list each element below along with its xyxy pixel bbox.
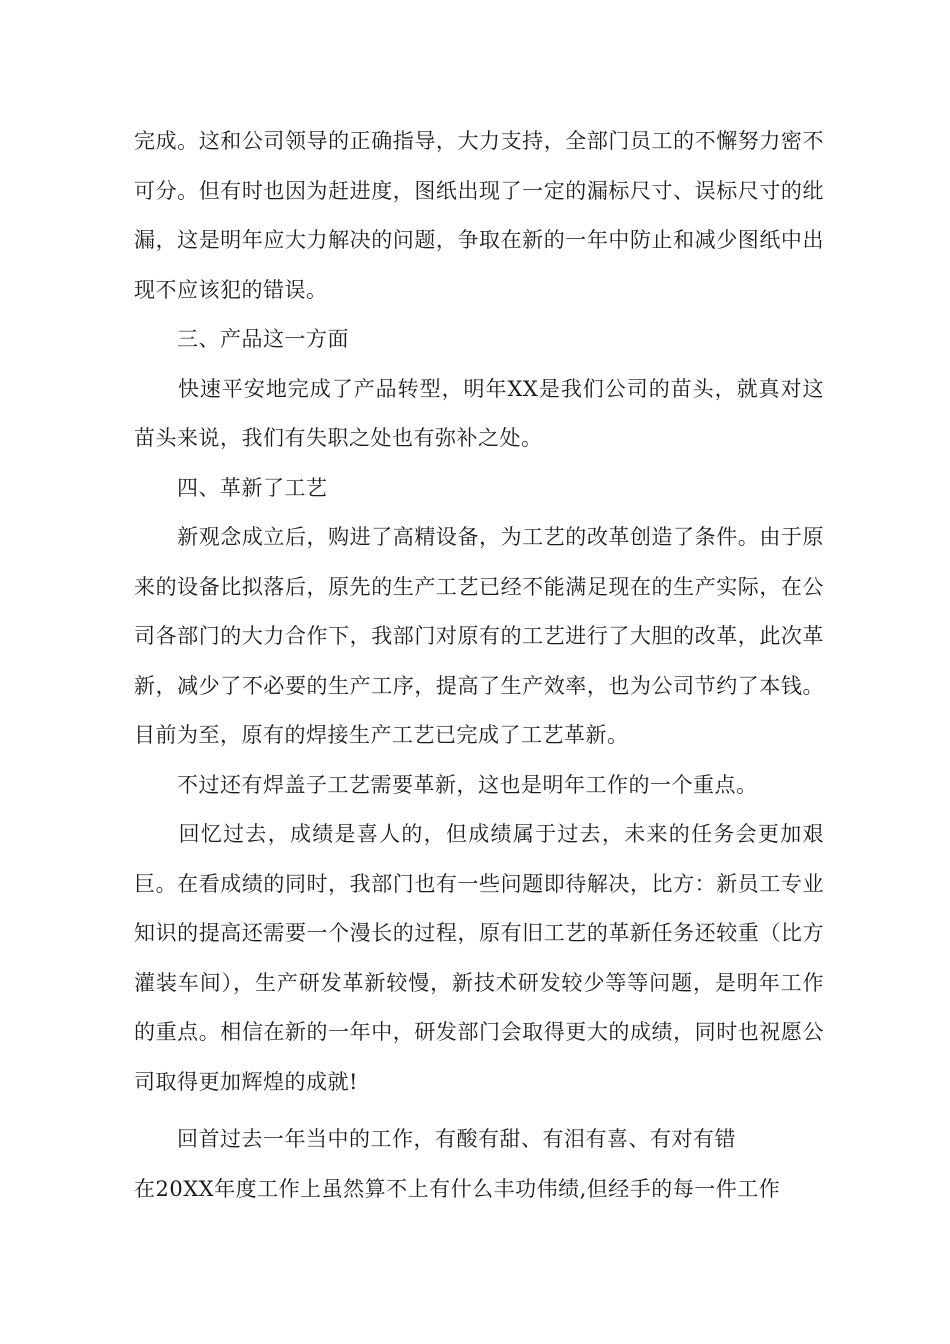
paragraph-look-back: 回首过去一年当中的工作，有酸有甜、有泪有喜、有对有错 xyxy=(134,1127,736,1151)
document-body xyxy=(134,117,824,1214)
paragraph-annual-work: 在20XX年度工作上虽然算不上有什么丰功伟绩,但经手的每一件工作 xyxy=(134,1176,781,1201)
paragraph-product: 快速平安地完成了产品转型，明年XX是我们公司的苗头，就真对这苗头来说，我们有失职之处也有弥补之处。 xyxy=(134,376,824,450)
heading-section-three: 三、产品这一方面 xyxy=(134,327,349,351)
paragraph-review: 回忆过去，成绩是喜人的，但成绩属于过去，未来的任务会更加艰巨。在看成绩的同时，我部门也有一些问题即待解决，比方：新员工专业知识的提高还需要一个漫长的过程，原有旧工艺的革新任务还较重（比方灌装车间），生产研发革新较慢，新技术研发较少等等问题，是明年工作的重点。相信在新的一年中，研发部门会取得更大的成绩，同时也祝愿公司取得更加辉煌的成就! xyxy=(134,822,824,1094)
paragraph-process-innovation: 新观念成立后，购进了高精设备，为工艺的改革创造了条件。由于原来的设备比拟落后，原先的生产工艺已经不能满足现在的生产实际，在公司各部门的大力合作下，我部门对原有的工艺进行了大胆的改革，此次革新，减少了不必要的生产工序，提高了生产效率，也为公司节约了本钱。目前为至，原有的焊接生产工艺已完成了工艺革新。 xyxy=(134,525,824,747)
paragraph-lid-welding: 不过还有焊盖子工艺需要革新，这也是明年工作的一个重点。 xyxy=(134,772,758,797)
paragraph-completion: 完成。这和公司领导的正确指导，大力支持，全部门员工的不懈努力密不可分。但有时也因为赶进度，图纸出现了一定的漏标尺寸、误标尺寸的纰漏，这是明年应大力解决的问题，争取在新的一年中防止和减少图纸中出现不应该犯的错误。 xyxy=(134,129,824,302)
heading-section-four: 四、革新了工艺 xyxy=(134,475,328,500)
